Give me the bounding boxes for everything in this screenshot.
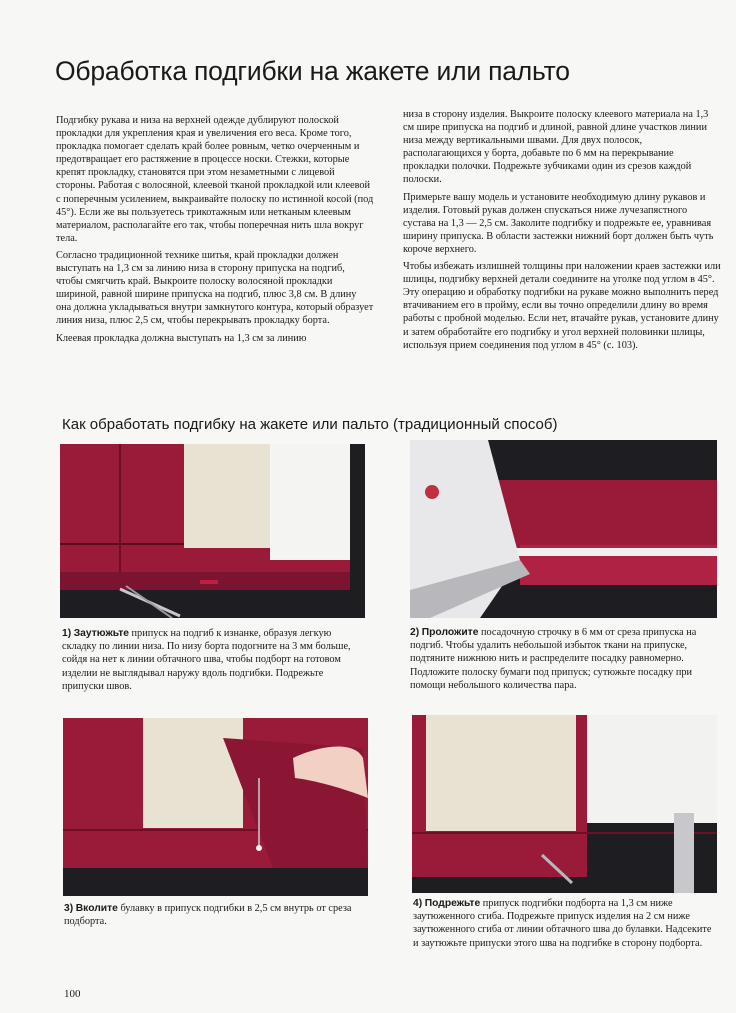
photo-step-4 <box>412 715 717 893</box>
paragraph: низа в сторону изделия. Выкроите полоску клеевого материала на 1,3 см шире припуска на подгиб и длиной, равной длине участков линии низа между вертикальными швами. Для двух полосок, располагающихся у борта, добавьте по 6 мм на перекрывание прокладки полочки. Подрежьте зубчиками один из срезов каждой полоски. <box>403 109 709 186</box>
step-3-number: 3) <box>64 903 74 914</box>
step-3-action: Вколите <box>75 903 118 914</box>
paragraph: Согласно традиционной технике шитья, край прокладки должен выступать на 1,3 см за линию низа в сторону припуска на подгиб, чтобы смягчить край. Выкроите полоску волосяной прокладки шириной, равной ширине припуска на подгиб, плюс 3,8 см. В длину она должна укладываться внутри замкнутого контура, который образует линия низа, плюс 2,5 см, чтобы перекрывать прокладку борта. <box>56 249 374 327</box>
photo-step-3 <box>63 718 368 896</box>
step-2-caption <box>410 626 718 692</box>
photo-step-3-illustration <box>63 718 368 896</box>
step-2-action: Проложите <box>421 627 479 638</box>
page-number: 100 <box>64 988 81 1000</box>
step-1-text: припуск на подгиб к изнанке, образуя легкую складку по линии низа. По низу борта подогните на 3 мм больше, сойдя на нет к линии обтачного шва, чтобы подборт на готовом изделии не выглядывал наружу вдоль подгибки. Подрежьте припуски швов. <box>62 628 351 692</box>
text-column-left <box>56 114 374 349</box>
step-2-number: 2) <box>410 627 420 638</box>
photo-step-1-illustration <box>60 444 365 618</box>
photo-step-4-illustration <box>412 715 717 893</box>
section-subtitle: Как обработать подгибку на жакете или пальто (традиционный способ) <box>62 416 558 433</box>
paragraph: Подгибку рукава и низа на верхней одежде дублируют полоской прокладки для укрепления края и увеличения его веса. Кроме того, прокладка помогает сделать край более ровным, четко очерченным и предотвращает его растяжение в процессе носки. Стежки, которые крепят прокладку, становятся при этом незаметными с лицевой стороны. Работая с волосяной, клеевой тканой прокладкой или клеевой с поперечным усилением, выкраивайте полоску по истинной косой (под 45°). Если же вы пользуетесь трикотажным или нетканым клеевым материалом, располагайте его так, чтобы поперечная нить шла вокруг тела. <box>56 115 374 244</box>
paragraph: Чтобы избежать излишней толщины при наложении краев застежки или шлицы, подгибку верхней детали соедините на уголке под углом в 45°. Эту операцию и обработку подгибки на рукаве можно выполнить перед втачиванием его в пройму, если вы точно определили длину во время работы с пробной моделью. Если нет, втачайте рукав, установите длину и затем обработайте его подгибку и угол верхней половинки шлицы, используя прием соединения под углом в 45° (с. 103). <box>403 261 721 351</box>
step-4-caption <box>413 897 716 950</box>
step-1-number: 1) <box>62 628 72 639</box>
photo-step-1 <box>60 444 365 618</box>
paragraph: Клеевая прокладка должна выступать на 1,3 см за линию <box>56 332 307 344</box>
step-1-action: Заутюжьте <box>73 628 129 639</box>
step-4-number: 4) <box>413 898 423 909</box>
step-4-text: припуск подгибки подборта на 1,3 см ниже заутюженного сгиба. Подрежьте припуск изделия на 2 см ниже заутюженного сгиба от линии обтачного шва до булавки. Надсеките и заутюжьте припуски этого шва на подгибке в сторону подборта. <box>413 898 712 949</box>
step-1-caption <box>62 627 367 693</box>
text-column-right <box>403 108 721 356</box>
step-3-text: булавку в припуск подгибки в 2,5 см внутрь от среза подборта. <box>64 903 352 928</box>
paragraph: Примерьте вашу модель и установите необходимую длину рукавов и изделия. Готовый рукав должен спускаться ниже лучезапястного сустава на 1,3 — 2,5 см. Заколите подгибку и подрежьте ее, уравнивая ширину припуска. В области застежки нижний борт должен быть чуть короче верхнего. <box>403 191 714 255</box>
photo-step-2-illustration <box>410 440 717 618</box>
page-title: Обработка подгибки на жакете или пальто <box>55 56 570 86</box>
step-2-text: посадочную строчку в 6 мм от среза припуска на подгиб. Чтобы удалить небольшой избыток ткани на припуске, подтяните нижнюю нить и распределите посадку равномерно. Подложите полоску бумаги под припуск; сутюжьте посадку при помощи небольшого количества пара. <box>410 627 697 691</box>
step-3-caption <box>64 902 364 928</box>
step-4-action: Подрежьте <box>424 898 481 909</box>
photo-step-2 <box>410 440 717 618</box>
